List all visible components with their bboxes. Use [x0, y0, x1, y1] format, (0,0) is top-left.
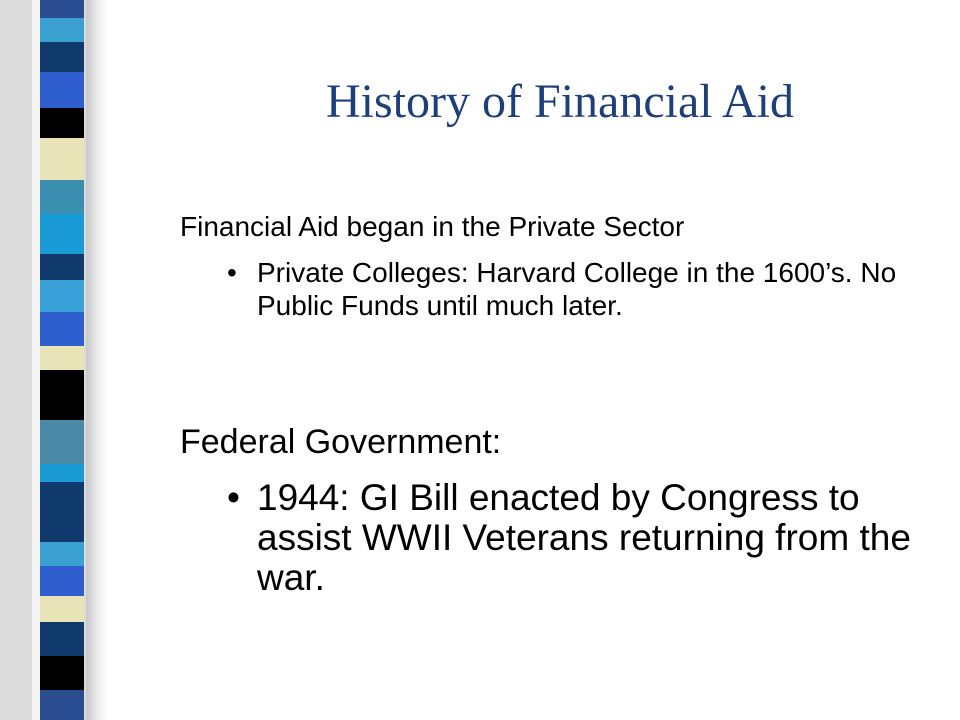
slide-title: History of Financial Aid	[326, 75, 794, 128]
section-heading: Financial Aid began in the Private Sector	[180, 211, 685, 242]
section-heading: Federal Government:	[180, 423, 502, 461]
bullet-item	[227, 478, 927, 598]
bullet-text: Private Colleges: Harvard College in the 1600’s. No Public Funds until much later.	[257, 257, 897, 321]
bullet-item	[227, 256, 917, 322]
bullet-text: 1944: GI Bill enacted by Congress to assist WWII Veterans returning from the war.	[257, 477, 911, 598]
bullet-icon: •	[227, 477, 240, 518]
bullet-icon: •	[227, 257, 237, 288]
